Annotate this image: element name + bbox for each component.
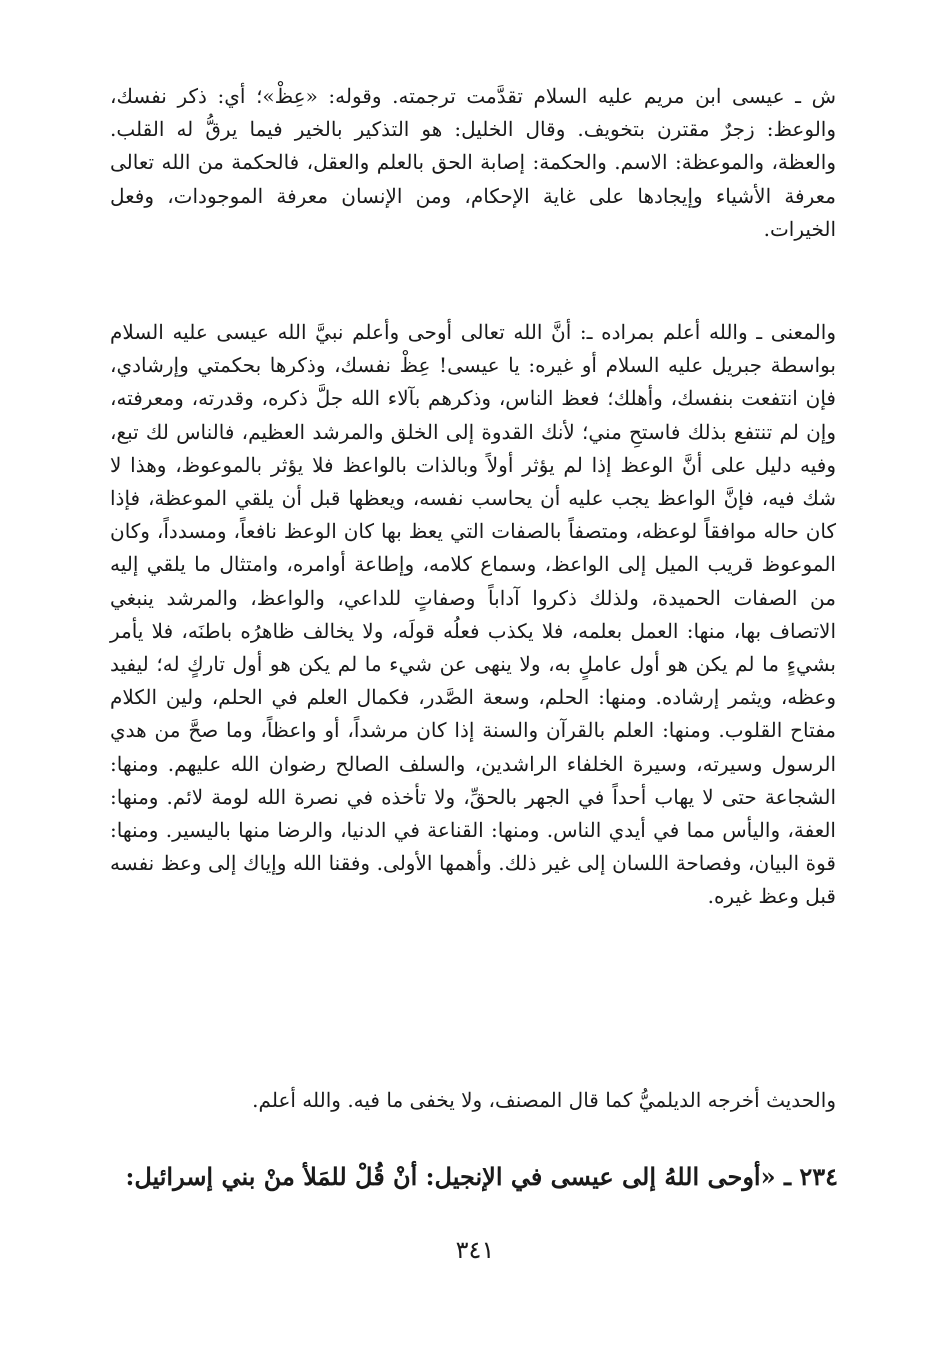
hadith-heading: ٢٣٤ ـ «أوحى اللهُ إلى عيسى في الإنجيل: أنْ قُلْ للمَلأ منْ بني إسرائيل: bbox=[125, 1162, 838, 1191]
intro-paragraph: ش ـ عيسى ابن مريم عليه السلام تقدَّمت ترجمته. وقوله: «عِظْ»؛ أي: ذكر نفسك، والوعظ: زجرٌ مقترن بتخويف. وقال الخليل: هو التذكير بالخير فيما يرقُّ له القلب. والعظة، والموعظة: الاسم. والحكمة: إصابة الحق بالعلم والعقل، فالحكمة من الله تعالى معرفة الأشياء وإيجادها على غاية الإحكام، ومن الإنسان معرفة الموجودات، وفعل الخيرات. bbox=[110, 84, 836, 241]
meaning-paragraph: والمعنى ـ والله أعلم بمراده ـ: أنَّ الله تعالى أوحى وأعلم نبيَّ الله عيسى عليه السلام بواسطة جبريل عليه السلام أو غيره: يا عيسى! عِظْ نفسك، وذكرها بحكمتي وإرشادي، فإن انتفعت بنفسك، وأهلك؛ فعظ الناس، وذكرهم بآلاء الله جلَّ ذكره، وقدرته، ومعرفته، وإن لم تنتفع بذلك فاستحِ مني؛ لأنك القدوة إلى الخلق والمرشد العظيم، فالناس لك تبع، وفيه دليل على أنَّ الوعظ إذا لم يؤثر أولاً وبالذات بالواعظ فلا يؤثر بالموعوظ، وهذا لا شك فيه، فإنَّ الواعظ يجب عليه أن يحاسب نفسه، ويعظها قبل أن يلقي الموعظة، فإذا كان حاله موافقاً لوعظه، ومتصفاً بالصفات التي يعظ بها كان الوعظ نافعاً، ومسدداً، وكان الموعوظ قريب الميل إلى الواعظ، وسماع كلامه، وإطاعة أوامره، وامتثال ما يلقي إليه من الصفات الحميدة، ولذلك ذكروا آداباً وصفاتٍ للداعي، والواعظ، والمرشد ينبغي الاتصاف بها، منها: العمل بعلمه، فلا يكذب فعلُه قولَه، ولا يخالف ظاهرُه باطنَه، فلا يأمر بشيءٍ ما لم يكن هو أول عاملٍ به، ولا ينهى عن شيء ما لم يكن هو أول تاركٍ له؛ ليفيد وعظه، ويثمر إرشاده. ومنها: الحلم، وسعة الصَّدر، فكمال العلم في الحلم، ولين الكلام مفتاح القلوب. ومنها: العلم بالقرآن والسنة إذا كان مرشداً، أو واعظاً، وما صحَّ من هدي الرسول وسيرته، وسيرة الخلفاء الراشدين، والسلف الصالح رضوان الله عليهم. ومنها: الشجاعة حتى لا يهاب أحداً في الجهر بالحقِّ، ولا تأخذه في نصرة الله لومة لائم. ومنها: العفة، واليأس مما في أيدي الناس. ومنها: القناعة في الدنيا، والرضا منها باليسير. ومنها: قوة البيان، وفصاحة اللسان إلى غير ذلك. وأهمها الأولى. وفقنا الله وإياك إلى وعظ نفسه قبل وعظ غيره. bbox=[110, 320, 836, 909]
hadith-note-paragraph: والحديث أخرجه الديلميُّ كما قال المصنف، ولا يخفى ما فيه. والله أعلم. bbox=[252, 1088, 836, 1112]
page-number: ٣٤١ bbox=[455, 1236, 495, 1264]
